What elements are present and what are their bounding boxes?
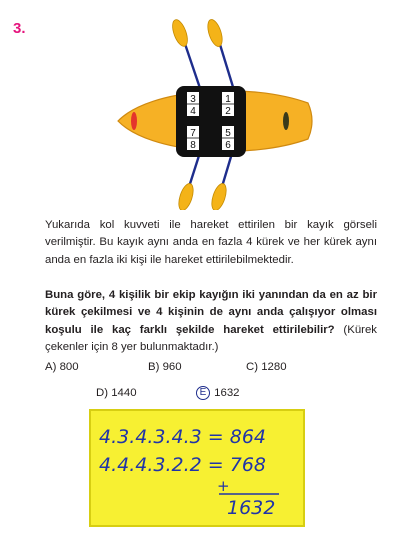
question-note: (Kürek çekenler için 8 yer bulunmaktadır.) bbox=[45, 323, 377, 354]
seat-label-8: 8 bbox=[190, 140, 196, 151]
boat-floor bbox=[176, 86, 246, 157]
option-e-circled-letter: E bbox=[196, 386, 210, 400]
question-main: Buna göre, 4 kişilik bir ekip kayığın iki yanından da en az bir kürek çekilmesi ve 4 kişinin de aynı anda çalışıyor olması koşulu ile kaç farklı şekilde hareket ettirilebilir? bbox=[45, 289, 377, 336]
option-b-value: 960 bbox=[162, 361, 182, 373]
problem-description: Yukarıda kol kuvveti ile hareket ettirilen bir kayık görseli verilmiştir. Bu kayık aynı anda en fazla 4 kürek ve her kürek aynı anda en fazla iki kişi ile hareket ettirilebilmektedir. bbox=[45, 219, 377, 266]
seat-label-2: 2 bbox=[225, 106, 231, 117]
option-e-value: 1632 bbox=[214, 387, 240, 399]
option-c-letter: C) bbox=[246, 361, 259, 373]
seat-label-6: 6 bbox=[225, 140, 231, 151]
option-a-value: 800 bbox=[59, 361, 79, 373]
bow-mark bbox=[131, 112, 137, 130]
stern-mark bbox=[283, 112, 289, 130]
solution-line-1: 4.3.4.3.4.3 = 864 bbox=[99, 426, 266, 448]
solution-line-2: 4.4.4.3.2.2 = 768 bbox=[99, 454, 266, 476]
option-d[interactable] bbox=[96, 386, 137, 400]
option-e[interactable] bbox=[196, 386, 240, 400]
option-a[interactable] bbox=[45, 360, 79, 374]
option-b[interactable] bbox=[148, 360, 182, 374]
option-d-letter: D) bbox=[96, 387, 109, 399]
question-number: 3. bbox=[13, 20, 26, 37]
seat-label-7: 7 bbox=[190, 128, 196, 139]
question-text bbox=[45, 287, 377, 357]
seat-label-4: 4 bbox=[190, 106, 196, 117]
option-c-value: 1280 bbox=[261, 361, 287, 373]
handwritten-solution-note bbox=[89, 409, 305, 527]
option-c[interactable] bbox=[246, 360, 287, 374]
option-a-letter: A) bbox=[45, 361, 57, 373]
solution-total: 1632 bbox=[227, 497, 276, 519]
option-b-letter: B) bbox=[148, 361, 160, 373]
seat-label-3: 3 bbox=[190, 94, 196, 105]
option-d-value: 1440 bbox=[111, 387, 137, 399]
solution-plus: + bbox=[217, 477, 230, 495]
kayak-figure bbox=[0, 0, 418, 210]
seat-label-5: 5 bbox=[225, 128, 231, 139]
seat-label-1: 1 bbox=[225, 94, 231, 105]
